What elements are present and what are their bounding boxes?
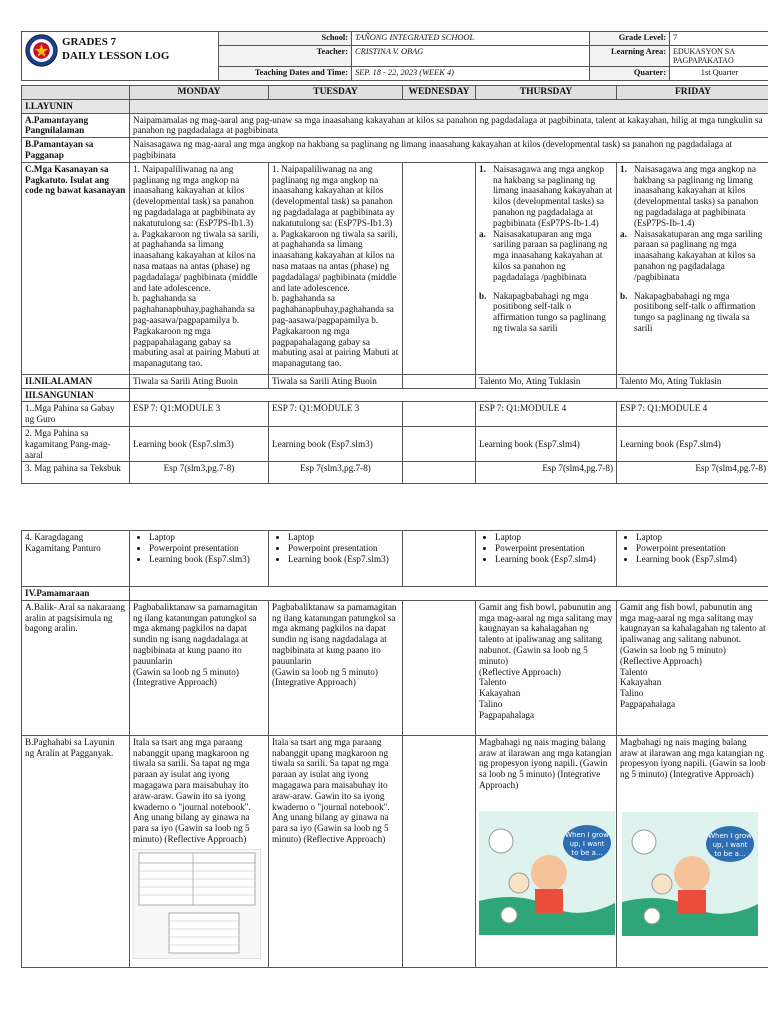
- row-label-karagdagang: 4. Karagdagang Kagamitang Panturo: [22, 531, 130, 587]
- learning-area-label: Learning Area:: [590, 45, 670, 66]
- row-label-kasanayan: C.Mga Kasanayan sa Pagkatuto. Isulat ang code ng bawat kasanayan: [22, 162, 130, 374]
- dates-value: SEP. 18 - 22, 2023 (WEEK 4): [352, 66, 590, 80]
- teksbuk-wednesday: [403, 462, 476, 484]
- kasanayan-item-a: a. Naisasakatuparan ang mga sariling paraan sa paglinang ng mga inaasahang kakayahan at kilos sa panahon ng pagdadalaga /pagbibinata: [620, 228, 763, 282]
- list-item: • Powerpoint presentation: [288, 543, 399, 554]
- list-item: • Laptop: [495, 532, 613, 543]
- kasanayan-item-1: 1. Naipapaliliwanag na ang paglinang ng mga angkop na inaasahang kakayahan at kilos (developmental task) sa panahon ng pagdadalaga at pagbibinata ay nakatutulong sa: (EsP7PS-Ib1.3): [133, 163, 256, 228]
- row-label-pamantayan-pagganap: B.Pamantayan sa Pagganap: [22, 138, 130, 163]
- row-label-pamantayang-pangnilalaman: A.Pamantayang Pangnilalaman: [22, 113, 130, 138]
- nilalaman-friday: Talento Mo, Ating Tuklasin: [617, 374, 768, 388]
- section-sanggunian: III.SANGUNIAN: [22, 388, 130, 402]
- kasanayan-item-1: 1. Naisasagawa ang mga angkop na hakbang sa paglinang ng limang inaasahang kakayahan at kilos (developmental tasks) sa panahon ng pagdadalaga at pagbibinata (EsP7PS-Ib-1.4): [620, 163, 759, 228]
- karagdagang-monday: [130, 531, 269, 587]
- teksbuk-thursday: Esp 7(slm4,pg.7-8): [476, 462, 617, 484]
- teksbuk-tuesday: Esp 7(slm3,pg.7-8): [269, 462, 403, 484]
- list-item: • Learning book (Esp7.slm3): [288, 554, 399, 565]
- karagdagang-thursday: [476, 531, 617, 587]
- row-label-paghahabi: B.Paghahabi sa Layunin ng Aralin at Pagganyak.: [22, 735, 130, 967]
- svg-text:When I grow: When I grow: [565, 830, 609, 839]
- header-table: [21, 31, 768, 81]
- list-item: • Powerpoint presentation: [636, 543, 766, 554]
- kasanayan-monday: [130, 162, 269, 374]
- gabay-guro-tuesday: ESP 7: Q1:MODULE 3: [269, 402, 403, 427]
- kasanayan-item-1: 1. Naipapaliliwanag na ang paglinang ng mga angkop na inaasahang kakayahan at kilos (developmental task) sa panahon ng pagdadalaga at pagbibinata ay nakatutulong sa: (EsP7PS-Ib1.3): [272, 163, 395, 228]
- kasanayan-friday: [617, 162, 768, 374]
- list-item: • Powerpoint presentation: [149, 543, 265, 554]
- learning-area-value: EDUKASYON SA PAGPAPAKATAO: [670, 45, 768, 66]
- kasanayan-thursday: [476, 162, 617, 374]
- balik-aral-wednesday: [403, 600, 476, 735]
- row-label-teksbuk: 3. Mag pahina sa Teksbuk: [22, 462, 130, 484]
- gabay-guro-thursday: ESP 7: Q1:MODULE 4: [476, 402, 617, 427]
- svg-text:up, I want: up, I want: [569, 839, 605, 848]
- balik-aral-tuesday: Pagbabaliktanaw sa pamamagitan ng ilang katanungan patungkol sa mga akmang pagkilos na dapat sundin ng isang nagdadalaga at nagbibinata at kung paano ito pauunlarin (Gawin sa loob ng 5 minuto) (Integrative Approach): [269, 600, 403, 735]
- section-pamamaraan: IV.Pamamaraan: [22, 587, 130, 601]
- day-header-row: [22, 86, 768, 100]
- nilalaman-wednesday: [403, 374, 476, 388]
- paghahabi-tuesday: Itala sa tsart ang mga paraang nabanggit upang magkaroon ng tiwala sa sarili. Sa tapat ng mga paraan ay isulat ang iyong magagawa para maisabuhay ito araw-araw. Gawin ito sa iyong kwaderno o "journal notebook". Ang unang bilang ay ginawa na para sa iyo (Gawin sa loob ng 5 minuto) (Reflective Approach): [269, 735, 403, 967]
- svg-text:up, I want: up, I want: [712, 840, 748, 849]
- paghahabi-text: Itala sa tsart ang mga paraang nabanggit upang magkaroon ng tiwala sa sarili. Sa tapat ng mga paraan ay isulat ang iyong magagawa para maisabuhay ito araw-araw. Gawin ito sa iyong kwaderno o "journal notebook". Ang unang bilang ay ginawa na para sa iyo (Gawin sa loob ng 5 minuto) (Reflective Approach): [133, 736, 251, 844]
- paghahabi-text: Magbahagi ng nais maging balang araw at ilarawan ang mga katangian ng propesyon iyong napili. (Gawin sa loob ng 5 minuto) (Integrative Approach): [620, 736, 766, 780]
- paghahabi-wednesday: [403, 735, 476, 967]
- kasanayan-item-a: a. Pagkakaroon ng tiwala sa sarili, at paghahanda sa limang inaasahang kakayahan at kilos na nasa mataas na antas (phase) ng pagdadalaga/ pagbibinata (middle and late adolescence.: [272, 228, 398, 293]
- row-label-balik-aral: A.Balik- Aral sa nakaraang aralin at pagsisimula ng bagong aralin.: [22, 600, 130, 735]
- paghahabi-friday: [617, 735, 768, 967]
- nilalaman-thursday: Talento Mo, Ating Tuklasin: [476, 374, 617, 388]
- list-item: • Laptop: [636, 532, 766, 543]
- kasanayan-item-b: b. Nakapagbabahagi ng mga positibong self-talk o affirmation tungo sa paglinang ng tiwala sa sarili: [479, 290, 606, 333]
- when-i-grow-up-poster-image: [479, 811, 615, 935]
- lesson-log-table-page1: [21, 85, 768, 484]
- document-title: GRADES 7 DAILY LESSON LOG: [62, 36, 170, 62]
- kasanayan-wednesday: [403, 162, 476, 374]
- teacher-label: Teacher:: [219, 45, 352, 66]
- row-label-kagamitang-mag-aaral: 2. Mga Pahina sa kagamitang Pang-mag-aaral: [22, 426, 130, 461]
- kasanayan-item-b: b. paghahanda sa paghahanapbuhay,paghahanda sa pag-aasawa/pagpapamilya b. Pagkakaroon ng mga pagpapahalagang gabay sa mabuting asal at pairing Mabuti at mapanagutang tao.: [272, 293, 399, 369]
- teksbuk-monday: Esp 7(slm3,pg.7-8): [130, 462, 269, 484]
- paghahabi-text: Magbahagi ng nais maging balang araw at ilarawan ang mga katangian ng propesyon iyong napili. (Gawin sa loob ng 5 minuto) (Integrative Approach): [479, 736, 612, 790]
- kasanayan-tuesday: [269, 162, 403, 374]
- balik-aral-thursday: Gamit ang fish bowl, pabunutin ang mga mag-aaral ng mga salitang may kaugnayan sa kahalagahan ng talento at ipaliwanag ang salitang nabunot. (Gawin sa loob ng 5 minuto) (Reflective Approach) Talento Kakayahan Talino Pagpapahalaga: [476, 600, 617, 735]
- dates-label: Teaching Dates and Time:: [219, 66, 352, 80]
- list-item: • Learning book (Esp7.slm4): [636, 554, 766, 565]
- teksbuk-friday: Esp 7(slm4,pg.7-8): [617, 462, 768, 484]
- karagdagang-wednesday: [403, 531, 476, 587]
- balik-aral-friday: Gamit ang fish bowl, pabunutin ang mga mag-aaral ng mga salitang may kaugnayan sa kahalagahan ng talento at ipaliwanag ang salitang nabunot. (Gawin sa loob ng 5 minuto) (Reflective Approach) Talento Kakayahan Talino Pagpapahalaga: [617, 600, 768, 735]
- karagdagang-tuesday: [269, 531, 403, 587]
- section-nilalaman: II.NILALAMAN: [22, 374, 130, 388]
- kasanayan-item-1: 1. Naisasagawa ang mga angkop na hakbang sa paglinang ng limang inaasahang kakayahan at kilos (developmental tasks) sa panahon ng pagdadalaga at pagbibinata (EsP7PS-Ib-1.4): [479, 163, 613, 228]
- day-tuesday: TUESDAY: [269, 86, 403, 100]
- paghahabi-thursday: [476, 735, 617, 967]
- school-value: TAÑONG INTEGRATED SCHOOL: [352, 32, 590, 46]
- kagamitang-thursday: Learning book (Esp7.slm4): [476, 426, 617, 461]
- deped-seal-icon: [25, 34, 58, 67]
- list-item: • Powerpoint presentation: [495, 543, 613, 554]
- karagdagang-friday: [617, 531, 768, 587]
- grade-level-value: 7: [670, 32, 768, 46]
- pamantayang-pangnilalaman-text: Naipamamalas ng mag-aaral ang pag-unaw sa mga inaasahang kakayahan at kilos sa panahon ng pagdadalaga at pagbibinata, talent at kakayahan, hilig at mga tungkulin sa panahon ng pagdadalaga at pagbibinata: [130, 113, 768, 138]
- day-thursday: THURSDAY: [476, 86, 617, 100]
- kagamitang-tuesday: Learning book (Esp7.slm3): [269, 426, 403, 461]
- school-label: School:: [219, 32, 352, 46]
- row-label-gabay-guro: 1..Mga Pahina sa Gabay ng Guro: [22, 402, 130, 427]
- list-item: • Laptop: [288, 532, 399, 543]
- svg-text:to be a...: to be a...: [714, 849, 746, 858]
- paghahabi-monday: [130, 735, 269, 967]
- kagamitang-friday: Learning book (Esp7.slm4): [617, 426, 768, 461]
- section-layunin: I.LAYUNIN: [22, 99, 130, 113]
- day-wednesday: WEDNESDAY: [403, 86, 476, 100]
- header-logo-cell: [22, 32, 219, 81]
- kagamitang-monday: Learning book (Esp7.slm3): [130, 426, 269, 461]
- list-item: • Learning book (Esp7.slm3): [149, 554, 265, 565]
- grade-level-label: Grade Level:: [590, 32, 670, 46]
- nilalaman-monday: Tiwala sa Sarili Ating Buoin: [130, 374, 269, 388]
- kasanayan-item-a: a. Naisasakatuparan ang mga sariling paraan sa paglinang ng mga inaasahang kakayahan at kilos sa panahon ng pagdadalaga /pagbibinata: [479, 228, 608, 282]
- quarter-label: Quarter:: [590, 66, 670, 80]
- pamantayan-pagganap-text: Naisasagawa ng mag-aaral ang mga angkop na hakbang sa paglinang ng limang inaasahang kakayahan at kilos (developmental task) sa panahon ng pagdadalaga at pagbibinata: [130, 138, 768, 163]
- gabay-guro-monday: ESP 7: Q1:MODULE 3: [130, 402, 269, 427]
- chart-worksheet-image: [133, 849, 261, 959]
- day-friday: FRIDAY: [617, 86, 768, 100]
- svg-text:When I grow: When I grow: [708, 831, 752, 840]
- list-item: • Laptop: [149, 532, 265, 543]
- kasanayan-item-b: b. Nakapagbabahagi ng mga positibong self-talk o affirmation tungo sa paglinang ng tiwala sa sarili: [620, 290, 756, 333]
- balik-aral-monday: Pagbabaliktanaw sa pamamagitan ng ilang katanungan patungkol sa mga akmang pagkilos na dapat sundin ng isang nagdadalaga at nagbibinata at kung paano ito pauunlarin (Gawin sa loob ng 5 minuto) (Integrative Approach): [130, 600, 269, 735]
- svg-text:to be a...: to be a...: [571, 848, 603, 857]
- nilalaman-tuesday: Tiwala sa Sarili Ating Buoin: [269, 374, 403, 388]
- lesson-log-table-page2: [21, 530, 768, 968]
- when-i-grow-up-poster-image: [620, 812, 760, 936]
- kagamitang-wednesday: [403, 426, 476, 461]
- kasanayan-item-b: b. paghahanda sa paghahanapbuhay,paghahanda sa pag-aasawa/pagpapamilya b. Pagkakaroon ng mga pagpapahalagang gabay sa mabuting asal at pairing Mabuti at mapanagutang tao.: [133, 293, 260, 369]
- gabay-guro-friday: ESP 7: Q1:MODULE 4: [617, 402, 768, 427]
- day-monday: MONDAY: [130, 86, 269, 100]
- quarter-value: 1st Quarter: [670, 66, 768, 80]
- gabay-guro-wednesday: [403, 402, 476, 427]
- kasanayan-item-a: a. Pagkakaroon ng tiwala sa sarili, at paghahanda sa limang inaasahang kakayahan at kilos na nasa mataas na antas (phase) ng pagdadalaga/ pagbibinata (middle and late adolescence.: [133, 228, 259, 293]
- list-item: • Learning book (Esp7.slm4): [495, 554, 613, 565]
- teacher-value: CRISTINA V. OBAG: [352, 45, 590, 66]
